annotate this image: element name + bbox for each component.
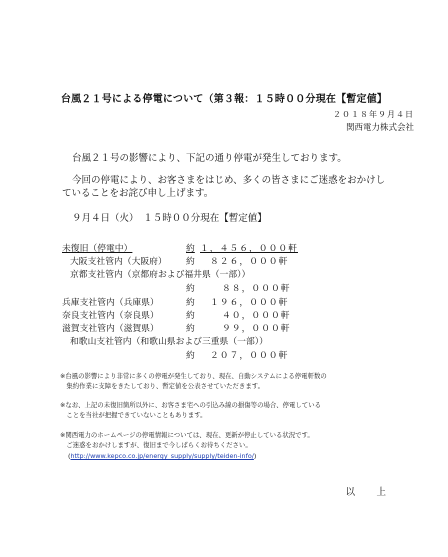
- outage-row-label: 滋賀支社管内（滋賀県）: [62, 324, 159, 334]
- note-3-link-line: (http://www.kepco.co.jp/energy_supply/supply/teiden-info/): [68, 452, 257, 460]
- outage-row-value: ９９，０００軒: [222, 324, 291, 334]
- outage-row-prefix: 約: [186, 284, 195, 294]
- outage-row-value: ４０，０００軒: [222, 311, 291, 321]
- note-3-line-2: ご迷惑をおかけしますが、復旧まで今しばらくお待ちください。: [60, 441, 252, 449]
- outage-row-prefix: 約: [186, 351, 195, 361]
- outage-row-prefix: 約: [186, 311, 195, 321]
- document-title: 台風２１号による停電について（第３報：１５時００分現在【暫定値】: [60, 94, 388, 105]
- outage-row-value: ８２６，０００軒: [210, 257, 289, 267]
- outage-row-prefix: 約: [186, 324, 195, 334]
- outage-row-label: 奈良支社管内（奈良県）: [62, 311, 159, 321]
- outage-row-prefix: 約: [186, 257, 195, 267]
- outage-row-prefix: 約: [186, 298, 195, 308]
- company-name: 関西電力株式会社: [345, 123, 414, 133]
- outage-row-value: ２０７，０００軒: [210, 351, 289, 361]
- note-2-line-1: ※なお、上記の未復旧箇所以外に、お客さま宅への引込み線の損傷等の場合、停電している: [60, 401, 321, 409]
- intro-paragraph: 台風２１号の影響により、下記の通り停電が発生しております。: [72, 153, 347, 164]
- outage-row-label: 和歌山支社管内（和歌山県および三重県（一部））: [70, 337, 268, 347]
- release-date: ２０１８年９月４日: [333, 110, 414, 119]
- apology-line-2: ていることをお詫び申し上げます。: [62, 188, 214, 199]
- note-2-line-2: ことを当社が把握できていないこともあります。: [60, 411, 207, 419]
- outage-total-prefix: 約: [186, 244, 195, 254]
- outage-total-label: 未復旧（停電中）: [62, 244, 133, 254]
- note-1-line-1: ※台風の影響により非常に多くの停電が発生しており、現在、自動システムによる停電軒数の: [60, 372, 327, 380]
- outage-info-link[interactable]: http://www.kepco.co.jp/energy_supply/supply/teiden-info/: [70, 452, 254, 460]
- apology-line-1: 今回の停電により、お客さまをはじめ、多くの皆さまにご迷惑をおかけし: [72, 175, 386, 186]
- outage-row-value: １９６，０００軒: [210, 298, 289, 308]
- note-1-line-2: 集約作業に支障をきたしており、暫定値を公表させていただきます。: [60, 382, 264, 390]
- outage-row-label: 兵庫支社管内（兵庫県）: [62, 298, 159, 308]
- outage-row-value: ８８，０００軒: [222, 284, 291, 294]
- note-3-line-1: ※関西電力のホームページの停電情報については、現在、更新が停止している状況です。: [60, 431, 314, 439]
- outage-row-label: 大阪支社管内（大阪府）: [70, 257, 167, 267]
- status-timestamp: ９月４日（火） １５時００分現在【暫定値】: [72, 213, 267, 224]
- outage-total-value: １，４５６，０００軒: [200, 244, 298, 254]
- outage-row-label: 京都支社管内（京都府および福井県（一部））: [70, 270, 251, 280]
- closing-mark: 以 上: [345, 487, 392, 498]
